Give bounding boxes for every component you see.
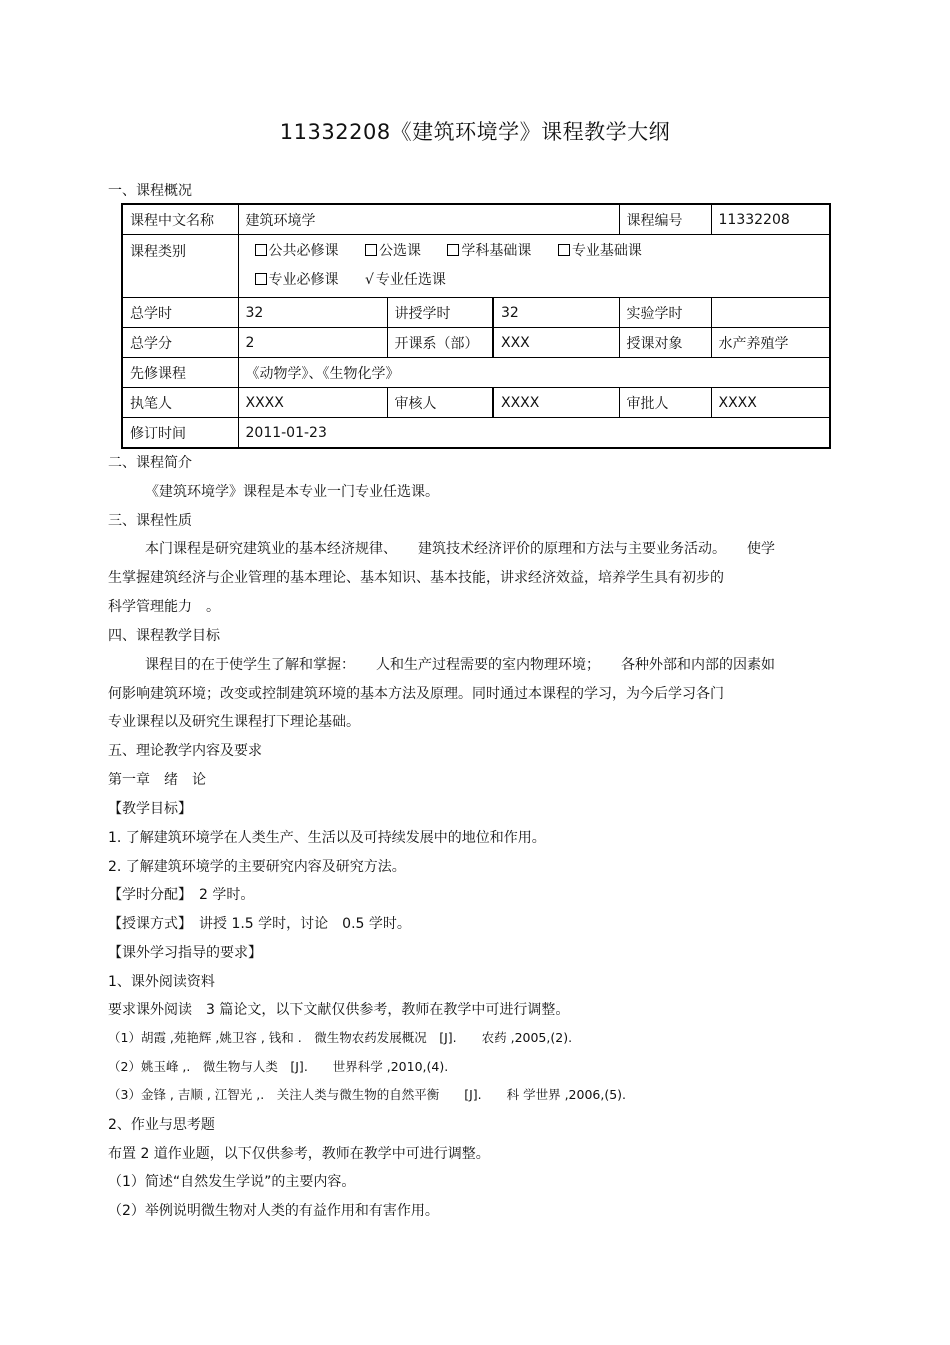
checkbox-icon bbox=[365, 244, 377, 256]
teaching-mode: 【授课方式】 讲授 1.5 学时，讨论 0.5 学时。 bbox=[108, 916, 411, 932]
revised-date-label: 修订时间 bbox=[122, 418, 238, 449]
department-label: 开课系（部） bbox=[387, 328, 493, 358]
homework-heading: 2、作业与思考题 bbox=[108, 1117, 215, 1133]
credits-value: 2 bbox=[238, 328, 387, 358]
table-row bbox=[122, 235, 830, 298]
checkmark-icon: √ bbox=[364, 272, 374, 288]
course-category-label: 课程类别 bbox=[122, 235, 238, 298]
section-heading-content: 五、理论教学内容及要求 bbox=[108, 743, 262, 759]
course-category-options bbox=[238, 235, 830, 298]
writer-label: 执笔人 bbox=[122, 388, 238, 418]
table-row bbox=[122, 298, 830, 328]
category-option: 公共必修课 bbox=[255, 237, 339, 266]
audience-value: 水产养殖学 bbox=[711, 328, 830, 358]
checkbox-icon bbox=[255, 273, 267, 285]
category-option-selected: √ 专业任选课 bbox=[365, 266, 446, 295]
page-title: 11332208《建筑环境学》课程教学大纲 bbox=[279, 120, 671, 144]
section-heading-nature: 三、课程性质 bbox=[108, 513, 192, 529]
homework-item: （2）举例说明微生物对人类的有益作用和有害作用。 bbox=[108, 1203, 439, 1219]
writer-value: XXXX bbox=[238, 388, 387, 418]
section-heading-goals: 四、课程教学目标 bbox=[108, 628, 220, 644]
teaching-goal-item: 1. 了解建筑环境学在人类生产、生活以及可持续发展中的地位和作用。 bbox=[108, 830, 546, 846]
lab-hours-label: 实验学时 bbox=[619, 298, 711, 328]
category-option: 公选课 bbox=[365, 237, 421, 266]
course-code-value: 11332208 bbox=[711, 204, 830, 235]
table-row bbox=[122, 204, 830, 235]
reviewer-value: XXXX bbox=[493, 388, 619, 418]
total-hours-value: 32 bbox=[238, 298, 387, 328]
course-name-label: 课程中文名称 bbox=[122, 204, 238, 235]
section-heading-overview: 一、课程概况 bbox=[108, 183, 192, 199]
prerequisite-label: 先修课程 bbox=[122, 358, 238, 388]
reference-item: （2）姚玉峰 ,. 微生物与人类 [J]. 世界科学 ,2010,(4). bbox=[108, 1059, 449, 1074]
nature-text-line: 本门课程是研究建筑业的基本经济规律、 建筑技术经济评价的原理和方法与主要业务活动。 使学 bbox=[145, 541, 775, 557]
reading-heading: 1、课外阅读资料 bbox=[108, 974, 215, 990]
teaching-goal-item: 2. 了解建筑环境学的主要研究内容及研究方法。 bbox=[108, 859, 406, 875]
nature-text-line: 科学管理能力 。 bbox=[108, 599, 220, 615]
category-option: 专业基础课 bbox=[558, 237, 642, 266]
lecture-hours-label: 讲授学时 bbox=[387, 298, 493, 328]
table-row bbox=[122, 388, 830, 418]
section-heading-intro: 二、课程简介 bbox=[108, 455, 192, 471]
intro-text: 《建筑环境学》课程是本专业一门专业任选课。 bbox=[145, 484, 439, 500]
nature-text-line: 生掌握建筑经济与企业管理的基本理论、基本知识、基本技能，讲求经济效益，培养学生具有初步的 bbox=[108, 570, 724, 586]
course-info-table bbox=[121, 203, 831, 449]
approver-label: 审批人 bbox=[619, 388, 711, 418]
audience-label: 授课对象 bbox=[619, 328, 711, 358]
course-name-value: 建筑环境学 bbox=[238, 204, 619, 235]
reference-item: （1）胡霞 ,苑艳辉 ,姚卫容 , 钱和 . 微生物农药发展概况 [J]. 农药 ,2005,(2). bbox=[108, 1030, 573, 1045]
approver-value: XXXX bbox=[711, 388, 830, 418]
lab-hours-value bbox=[711, 298, 830, 328]
checkbox-icon bbox=[447, 244, 459, 256]
lecture-hours-value: 32 bbox=[493, 298, 619, 328]
reviewer-label: 审核人 bbox=[387, 388, 493, 418]
total-hours-label: 总学时 bbox=[122, 298, 238, 328]
goals-text-line: 专业课程以及研究生课程打下理论基础。 bbox=[108, 714, 360, 730]
hours-allocation: 【学时分配】 2 学时。 bbox=[108, 887, 255, 903]
chapter-heading: 第一章 绪 论 bbox=[108, 772, 206, 788]
category-option: 专业必修课 bbox=[255, 266, 339, 295]
table-row bbox=[122, 358, 830, 388]
homework-item: （1）简述“自然发生学说”的主要内容。 bbox=[108, 1174, 356, 1190]
revised-date-value: 2011-01-23 bbox=[238, 418, 830, 449]
teaching-goal-heading: 【教学目标】 bbox=[108, 801, 192, 817]
prerequisite-value: 《动物学》、《生物化学》 bbox=[238, 358, 830, 388]
goals-text-line: 课程目的在于使学生了解和掌握： 人和生产过程需要的室内物理环境； 各种外部和内部的因素如 bbox=[145, 657, 775, 673]
course-code-label: 课程编号 bbox=[619, 204, 711, 235]
checkbox-icon bbox=[255, 244, 267, 256]
reading-requirement: 要求课外阅读 3 篇论文，以下文献仅供参考，教师在教学中可进行调整。 bbox=[108, 1002, 570, 1018]
guidance-heading: 【课外学习指导的要求】 bbox=[108, 945, 262, 961]
credits-label: 总学分 bbox=[122, 328, 238, 358]
goals-text-line: 何影响建筑环境；改变或控制建筑环境的基本方法及原理。同时通过本课程的学习，为今后学习各门 bbox=[108, 686, 724, 702]
homework-requirement: 布置 2 道作业题，以下仅供参考，教师在教学中可进行调整。 bbox=[108, 1146, 490, 1162]
table-row bbox=[122, 328, 830, 358]
table-row bbox=[122, 418, 830, 449]
category-option: 学科基础课 bbox=[447, 237, 531, 266]
department-value: XXX bbox=[493, 328, 619, 358]
reference-item: （3）金锋 , 吉顺 , 江智光 ,. 关注人类与微生物的自然平衡 [J]. 科 学世界 ,2006,(5). bbox=[108, 1087, 627, 1102]
checkbox-icon bbox=[558, 244, 570, 256]
